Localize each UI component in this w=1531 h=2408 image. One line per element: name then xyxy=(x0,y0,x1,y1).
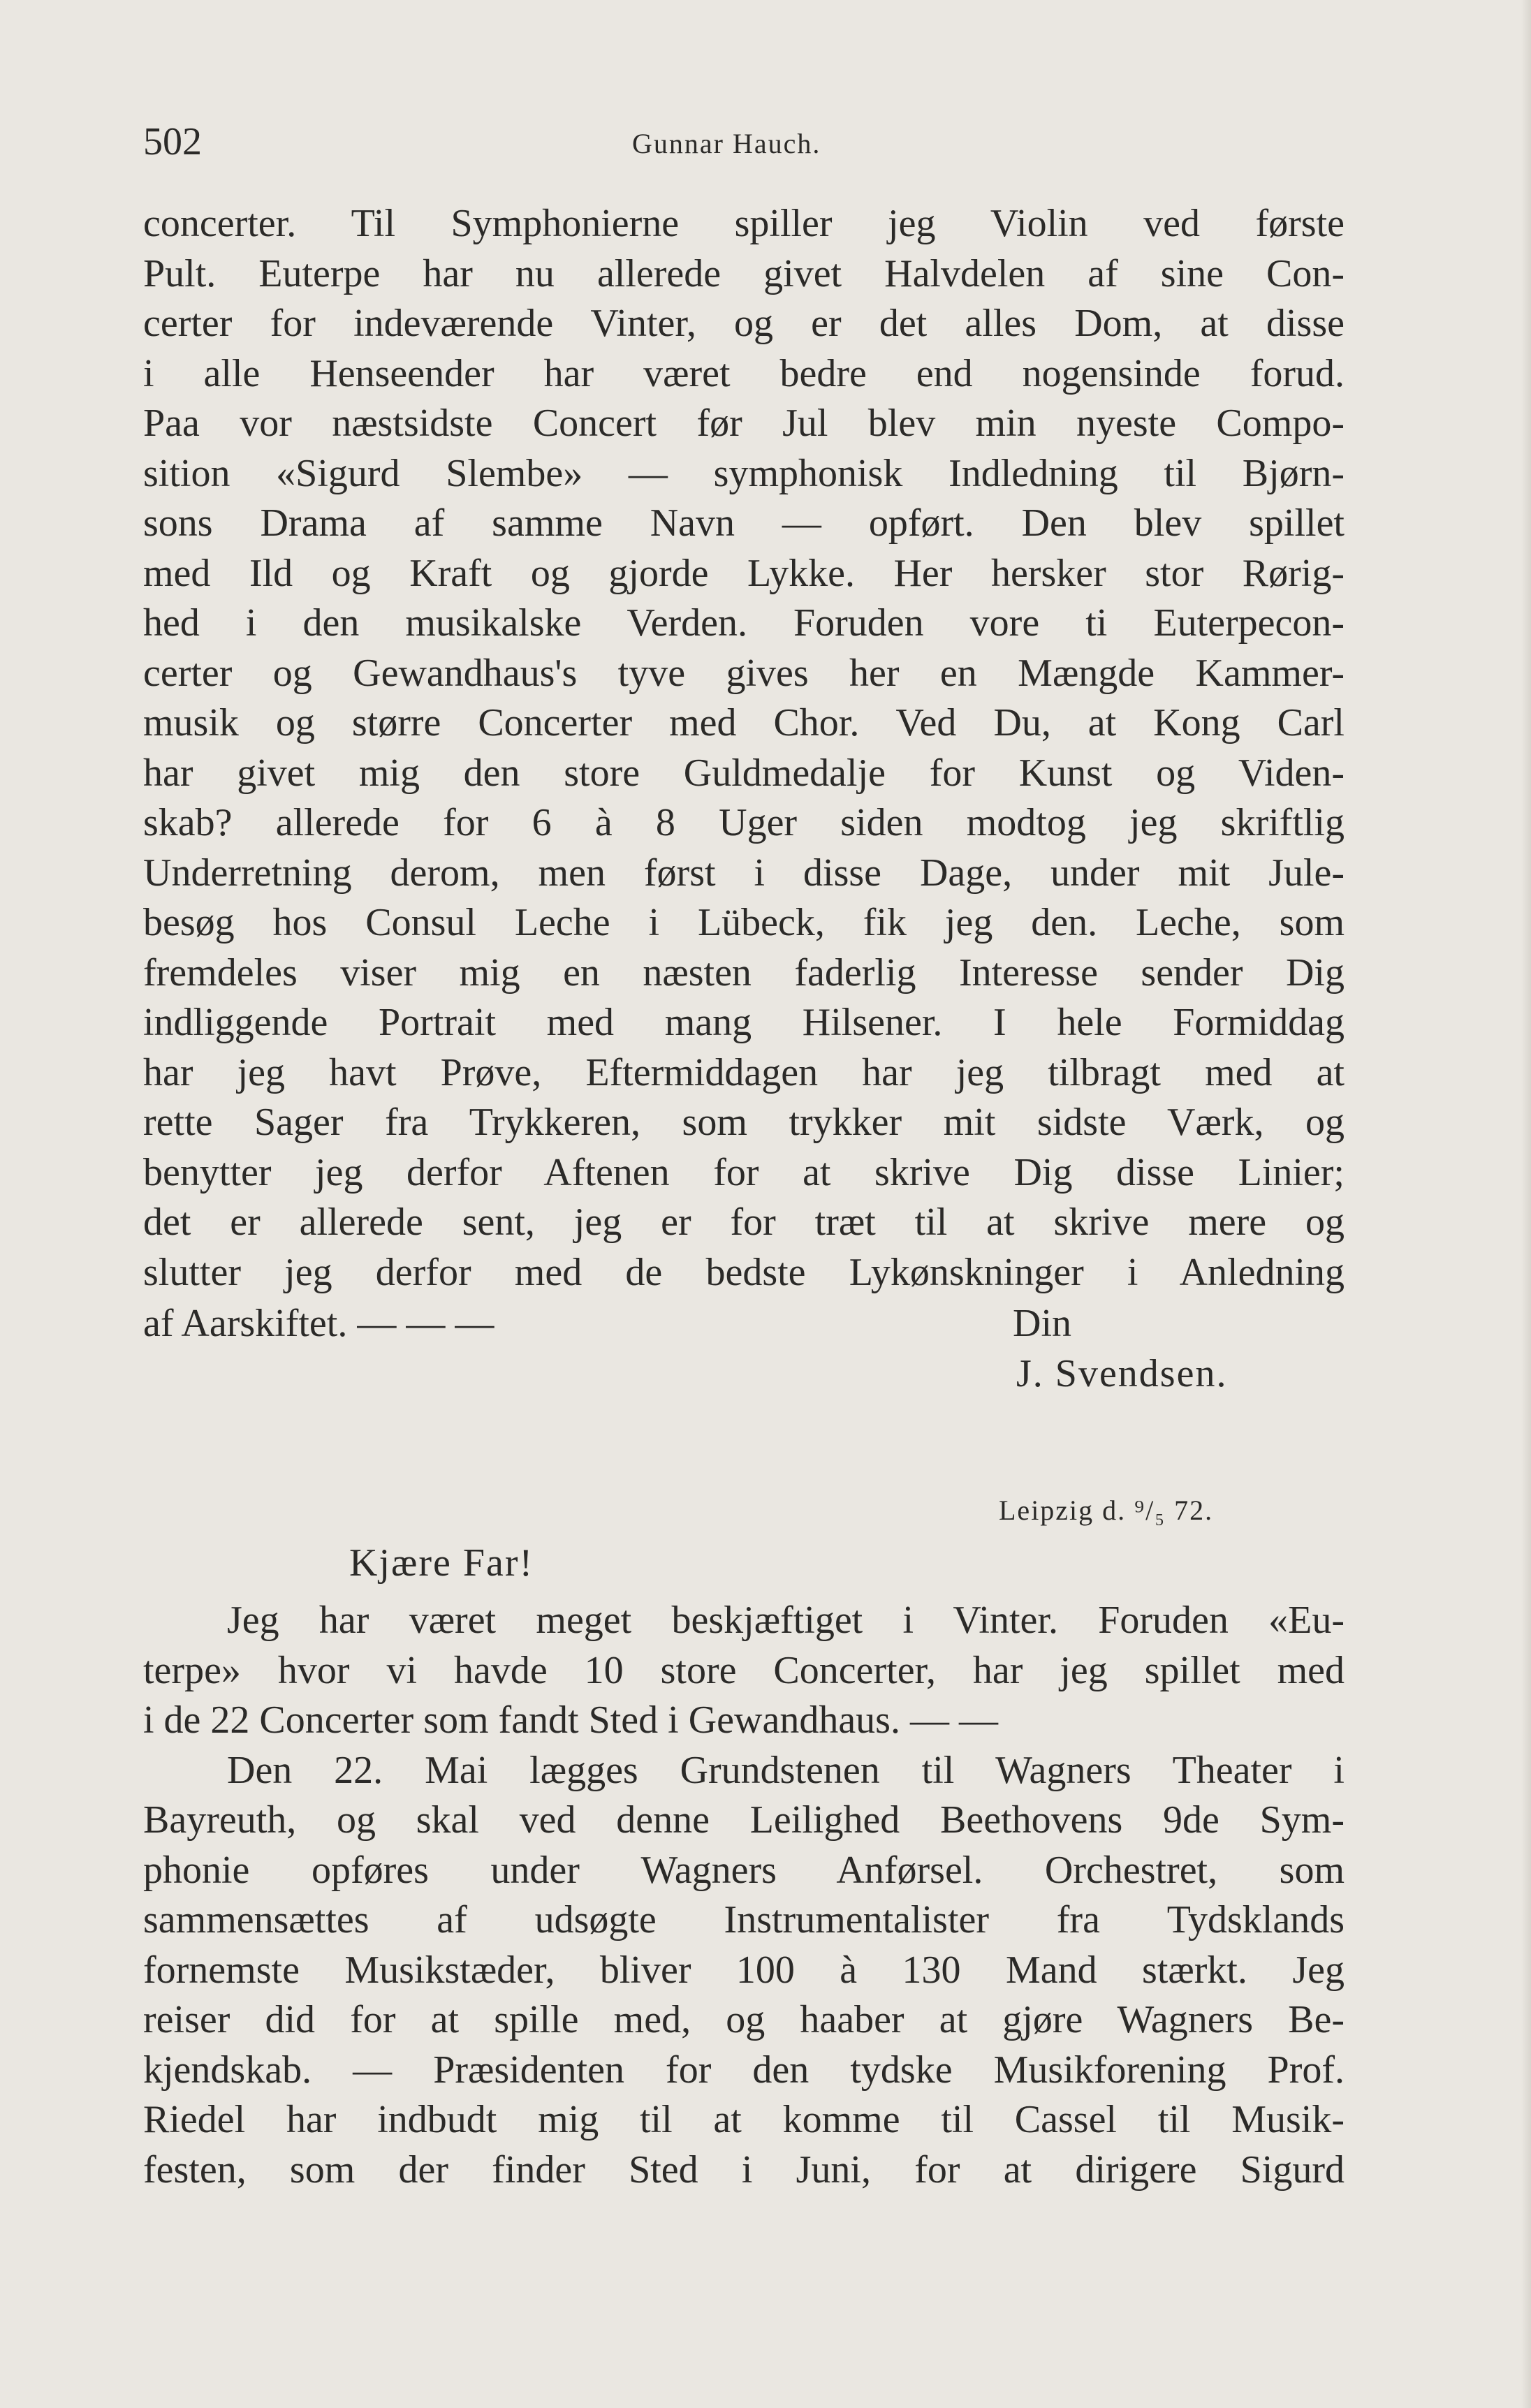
letter-one-body xyxy=(143,199,1345,1298)
text-line: reiser did for at spille med, og haaber at gjøre Wagners Be- xyxy=(143,1998,1345,2041)
text-line: indliggende Portrait med mang Hilsener. I hele Formiddag xyxy=(143,1001,1345,1044)
text-line: skab? allerede for 6 à 8 Uger siden modtog jeg skriftlig xyxy=(143,801,1345,844)
running-head: Gunnar Hauch. xyxy=(632,128,821,159)
text-line: sition «Sigurd Slembe» — symphonisk Indledning til Bjørn- xyxy=(143,451,1345,495)
text-line: Den 22. Mai lægges Grundstenen til Wagners Theater i xyxy=(227,1748,1345,1792)
text-line: Pult. Euterpe har nu allerede givet Halvdelen af sine Con- xyxy=(143,251,1345,295)
text-line: concerter. Til Symphonierne spiller jeg Violin ved første xyxy=(143,202,1345,245)
text-line: har givet mig den store Guldmedalje for Kunst og Viden- xyxy=(143,751,1345,795)
letter-one-closing xyxy=(143,1299,1345,1349)
text-line: certer for indeværende Vinter, og er det alles Dom, at disse xyxy=(143,302,1345,345)
text-line: Paa vor næstsidste Concert før Jul blev min nyeste Compo- xyxy=(143,402,1345,445)
text-line: sons Drama af samme Navn — opført. Den blev spillet xyxy=(143,501,1345,545)
closing-word: Din xyxy=(1013,1302,1071,1345)
text-line: sammensættes af udsøgte Instrumentalister fra Tydsklands xyxy=(143,1898,1345,1941)
text-line: i de 22 Concerter som fandt Sted i Gewandhaus. — — xyxy=(143,1698,998,1742)
text-line: fremdeles viser mig en næsten faderlig Interesse sender Dig xyxy=(143,950,1345,994)
page-number: 502 xyxy=(143,120,202,163)
text-line: det er allerede sent, jeg er for træt til at skrive mere og xyxy=(143,1201,1345,1244)
signature: J. Svendsen. xyxy=(1016,1352,1228,1395)
text-line: kjendskab. — Præsidenten for den tydske Musikforening Prof. xyxy=(143,2048,1345,2092)
text-line: terpe» hvor vi havde 10 store Concerter, har jeg spillet med xyxy=(143,1648,1345,1692)
text-line: benytter jeg derfor Aftenen for at skrive Dig disse Linier; xyxy=(143,1150,1345,1194)
text-line: hed i den musikalske Verden. Foruden vore ti Euterpecon- xyxy=(143,601,1345,645)
page-edge-shadow xyxy=(1521,0,1531,2408)
text-line: phonie opføres under Wagners Anførsel. Orchestret, som xyxy=(143,1848,1345,1892)
letter-two-body xyxy=(143,1596,1345,2195)
page-header xyxy=(143,117,1345,166)
letter-dateline: Leipzig d. ⁹/₅ 72. xyxy=(999,1495,1214,1526)
text-line: slutter jeg derfor med de bedste Lykønskninger i Anledning xyxy=(143,1250,1345,1294)
text-line: festen, som der finder Sted i Juni, for at dirigere Sigurd xyxy=(143,2148,1345,2192)
text-line: musik og større Concerter med Chor. Ved Du, at Kong Carl xyxy=(143,701,1345,744)
text-line: i alle Henseender har været bedre end nogensinde forud. xyxy=(143,351,1345,395)
text-line: har jeg havt Prøve, Eftermiddagen har jeg tilbragt med at xyxy=(143,1050,1345,1094)
text-line: rette Sager fra Trykkeren, som trykker mit sidste Værk, og xyxy=(143,1101,1345,1144)
text-line: certer og Gewandhaus's tyve gives her en Mængde Kammer- xyxy=(143,651,1345,695)
letter-salutation: Kjære Far! xyxy=(349,1541,534,1585)
text-line: Bayreuth, og skal ved denne Leilighed Beethovens 9de Sym- xyxy=(143,1798,1345,1842)
text-line: besøg hos Consul Leche i Lübeck, fik jeg den. Leche, som xyxy=(143,901,1345,944)
text-line: med Ild og Kraft og gjorde Lykke. Her hersker stor Rørig- xyxy=(143,551,1345,595)
closing-line: af Aarskiftet. — — — xyxy=(143,1302,495,1345)
text-line: Jeg har været meget beskjæftiget i Vinter. Foruden «Eu- xyxy=(227,1599,1345,1642)
text-line: Underretning derom, men først i disse Dage, under mit Jule- xyxy=(143,851,1345,895)
text-line: Riedel har indbudt mig til at komme til Cassel til Musik- xyxy=(143,2098,1345,2141)
text-line: fornemste Musikstæder, bliver 100 à 130 Mand stærkt. Jeg xyxy=(143,1948,1345,1992)
